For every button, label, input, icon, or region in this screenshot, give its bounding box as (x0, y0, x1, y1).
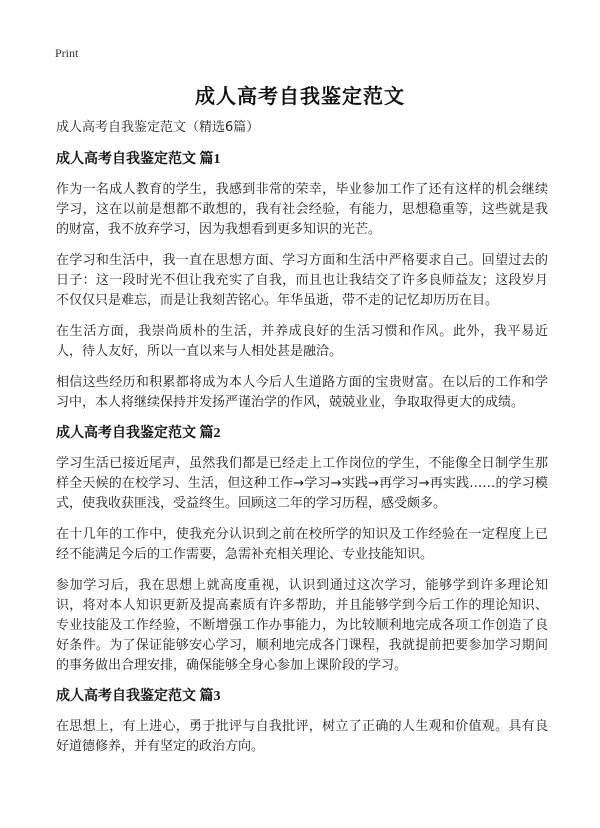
paragraph: 参加学习后，我在思想上就高度重视，认识到通过这次学习，能够学到许多理论知识，将对本人知识更新及提高素质有许多帮助，并且能够学到今后工作的理论知识、专业技能及工作经验，不断增强工作办事能力，为比较顺利地完成各项工作创造了良好条件。为了保证能够安心学习，顺利地完成各门课程，我就提前把要参加学习期间的事务做出合理安排，确保能够全身心参加上课阶段的学习。 (56, 578, 548, 673)
paragraph: 在生活方面，我崇尚质朴的生活，并养成良好的生活习惯和作风。此外，我平易近人，待人友好，所以一直以来与人相处甚是融洽。 (56, 324, 548, 359)
document-subtitle: 成人高考自我鉴定范文（精选6篇） (56, 120, 260, 135)
document-title: 成人高考自我鉴定范文 (195, 84, 405, 108)
section-1 (56, 150, 548, 413)
paragraph: 在思想上，有上进心，勇于批评与自我批评，树立了正确的人生观和价值观。具有良好道德修养，并有坚定的政治方向。 (56, 719, 548, 754)
document-body (56, 118, 548, 768)
paragraph: 在学习和生活中，我一直在思想方面、学习方面和生活中严格要求自己。回望过去的日子：这一段时光不但让我充实了自我，而且也让我结交了许多良师益友；这段岁月不仅仅只是难忘，而是让我刻苦铭心。年华虽逝，带不走的记忆却历历在目。 (56, 253, 548, 308)
print-link[interactable]: Print (55, 46, 79, 60)
section-3 (56, 687, 548, 757)
paragraph: 在十几年的工作中，使我充分认识到之前在校所学的知识及工作经验在一定程度上已经不能满足今后的工作需要，急需补充相关理论、专业技能知识。 (56, 527, 548, 562)
section-2 (56, 424, 548, 676)
paragraph: 作为一名成人教育的学生，我感到非常的荣幸，毕业参加工作了还有这样的机会继续学习，这在以前是想都不敢想的，我有社会经验，有能力，思想稳重等，这些就是我的财富，我不放弃学习，因为我想看到更多知识的光芒。 (56, 182, 548, 237)
section-heading: 成人高考自我鉴定范文 篇1 (56, 152, 221, 167)
section-heading: 成人高考自我鉴定范文 篇3 (56, 689, 221, 704)
section-heading: 成人高考自我鉴定范文 篇2 (56, 426, 221, 441)
paragraph: 相信这些经历和积累都将成为本人今后人生道路方面的宝贵财富。在以后的工作和学习中，本人将继续保持并发扬严谨治学的作风，兢兢业业，争取取得更大的成绩。 (56, 375, 548, 410)
paragraph: 学习生活已接近尾声，虽然我们都是已经走上工作岗位的学生，不能像全日制学生那样全天候的在校学习、生活，但这种工作→学习→实践→再学习→再实践……的学习模式，使我收获匪浅，受益终生。回顾这二年的学习历程，感受颇多。 (56, 456, 548, 511)
